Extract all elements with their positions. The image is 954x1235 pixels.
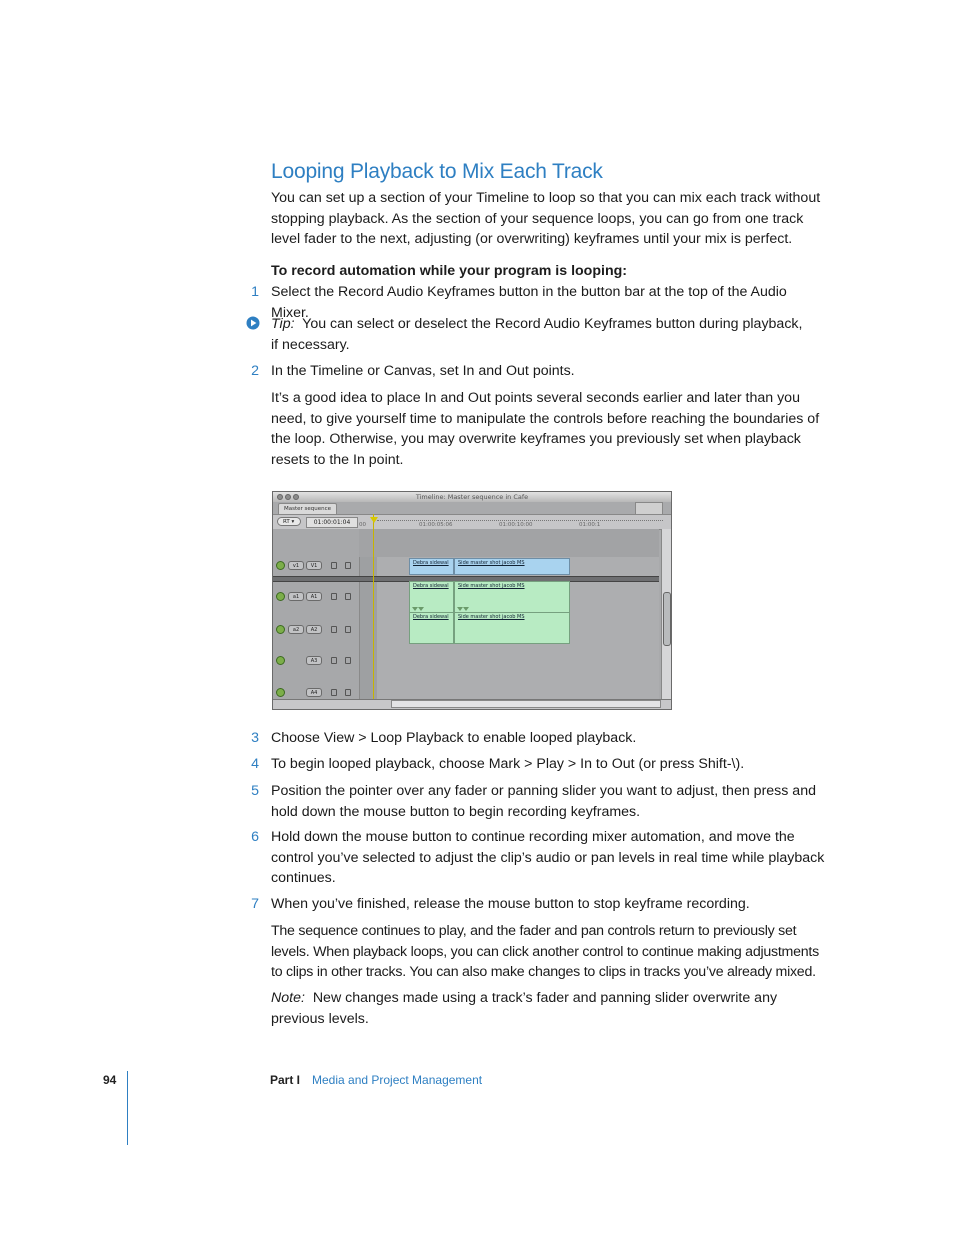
- step-number: 5: [251, 783, 259, 799]
- step-text: Choose View > Loop Playback to enable looped playback.: [271, 730, 637, 746]
- step-number: 3: [251, 730, 259, 746]
- autoselect-icon[interactable]: [345, 562, 351, 569]
- page-number: 94: [103, 1073, 117, 1087]
- note-label: Note:: [271, 990, 305, 1006]
- step-text: To begin looped playback, choose Mark > Play > In to Out (or press Shift-\).: [271, 756, 745, 772]
- playhead[interactable]: [373, 514, 374, 700]
- tip-note: [271, 314, 811, 355]
- lock-icon[interactable]: [331, 689, 337, 696]
- keyframe-marker[interactable]: [418, 607, 424, 611]
- source-track-v1[interactable]: v1: [288, 561, 304, 570]
- audio-enable-toggle[interactable]: [276, 592, 285, 601]
- source-track-a1[interactable]: a1: [288, 592, 304, 601]
- timeline-title: Timeline: Master sequence in Cafe: [415, 493, 529, 501]
- note-text: New changes made using a track’s fader and panning slider overwrite any previous levels.: [271, 990, 778, 1027]
- step-number: 4: [251, 756, 259, 772]
- vertical-scroll-thumb[interactable]: [663, 592, 671, 646]
- audio-clip[interactable]: Debra sidewal: [409, 581, 454, 613]
- timeline-window: [272, 491, 672, 710]
- section-heading: Looping Playback to Mix Each Track: [271, 160, 603, 183]
- step-number: 2: [251, 363, 259, 379]
- audio-clip[interactable]: Side master shot jacob MS: [454, 612, 570, 644]
- keyframe-marker[interactable]: [463, 607, 469, 611]
- step-text: Select the Record Audio Keyframes button in the button bar at the top of the Audio Mixer.: [271, 284, 787, 321]
- ruler-label: 01:00:1: [579, 522, 601, 528]
- video-clip[interactable]: Debra sidewal: [409, 558, 454, 575]
- dest-track-v1[interactable]: V1: [306, 561, 322, 570]
- ruler-label: 01:00:05:06: [419, 522, 453, 528]
- audio-clip[interactable]: Side master shot jacob MS: [454, 581, 570, 613]
- dest-track-a3[interactable]: A3: [306, 656, 322, 665]
- lock-icon[interactable]: [331, 626, 337, 633]
- dest-track-a4[interactable]: A4: [306, 688, 322, 697]
- tip-text: You can select or deselect the Record Audio Keyframes button during playback, if necessary.: [271, 316, 803, 353]
- footer-part: Part I: [270, 1073, 301, 1087]
- step-text: Position the pointer over any fader or panning slider you want to adjust, then press and hold down the mouse button to begin recording keyframes.: [271, 783, 816, 820]
- step-number: 1: [251, 284, 259, 300]
- audio-enable-toggle[interactable]: [276, 625, 285, 634]
- video-clip[interactable]: Side master shot jacob MS: [454, 558, 570, 575]
- lock-icon[interactable]: [331, 593, 337, 600]
- dest-track-a2[interactable]: A2: [306, 625, 322, 634]
- audio-clip[interactable]: Debra sidewal: [409, 612, 454, 644]
- note: [271, 988, 801, 1029]
- autoselect-icon[interactable]: [345, 657, 351, 664]
- after-paragraph: The sequence continues to play, and the fader and pan controls return to previously set levels. When playback loops, you can click another control to continue making adjustments to clips in other tracks. You can also make changes to clips in tracks you’ve already mixed.: [271, 923, 819, 980]
- ruler-label: 00: [359, 522, 366, 528]
- tip-label: Tip:: [271, 316, 295, 332]
- track-headers: [273, 529, 359, 699]
- timeline-ruler[interactable]: [273, 514, 671, 530]
- timeline-titlebar: [273, 492, 671, 502]
- step2-paragraph: It’s a good idea to place In and Out points several seconds earlier and later than you need, to give yourself time to manipulate the controls before reaching the boundaries of the loop. Otherwise, you may overwrite keyframes you previously set when playback resets to the In point.: [271, 390, 820, 468]
- video-track-band: [359, 529, 659, 557]
- audio-enable-toggle[interactable]: [276, 688, 285, 697]
- audio-enable-toggle[interactable]: [276, 656, 285, 665]
- step-text: In the Timeline or Canvas, set In and Out points.: [271, 363, 575, 379]
- lock-icon[interactable]: [331, 562, 337, 569]
- autoselect-icon[interactable]: [345, 689, 351, 696]
- procedure-title: To record automation while your program is looping:: [271, 263, 628, 279]
- tip-arrow-icon: [246, 316, 260, 330]
- step-text: Hold down the mouse button to continue recording mixer automation, and move the control you’ve selected to adjust the clip’s audio or pan levels in real time while playback continues.: [271, 829, 825, 886]
- timecode-field[interactable]: 01:00:01:04: [306, 517, 358, 528]
- ruler-ticks: [377, 516, 663, 521]
- source-track-a2[interactable]: a2: [288, 625, 304, 634]
- tab-master-sequence[interactable]: Master sequence: [278, 503, 337, 514]
- step-number: 7: [251, 896, 259, 912]
- footer-chapter-link[interactable]: Media and Project Management: [312, 1073, 483, 1087]
- track-visibility-toggle[interactable]: [276, 561, 285, 570]
- autoselect-icon[interactable]: [345, 626, 351, 633]
- rt-menu[interactable]: RT ▾: [277, 517, 301, 526]
- footer-rule: [127, 1071, 128, 1145]
- playhead-handle-icon[interactable]: [370, 517, 378, 523]
- autoselect-icon[interactable]: [345, 593, 351, 600]
- vertical-scrollbar[interactable]: [661, 529, 671, 699]
- step-text: When you’ve finished, release the mouse button to stop keyframe recording.: [271, 896, 750, 912]
- step-number: 6: [251, 829, 259, 845]
- lock-icon[interactable]: [331, 657, 337, 664]
- horizontal-scrollbar[interactable]: [391, 700, 661, 708]
- ruler-label: 01:00:10:00: [499, 522, 533, 528]
- dest-track-a1[interactable]: A1: [306, 592, 322, 601]
- intro-paragraph: You can set up a section of your Timeline to loop so that you can mix each track without stopping playback. As the section of your sequence loops, you can go from one track level fader to the next, adjusting (or overwriting) keyframes until your mix is perfect.: [271, 190, 821, 247]
